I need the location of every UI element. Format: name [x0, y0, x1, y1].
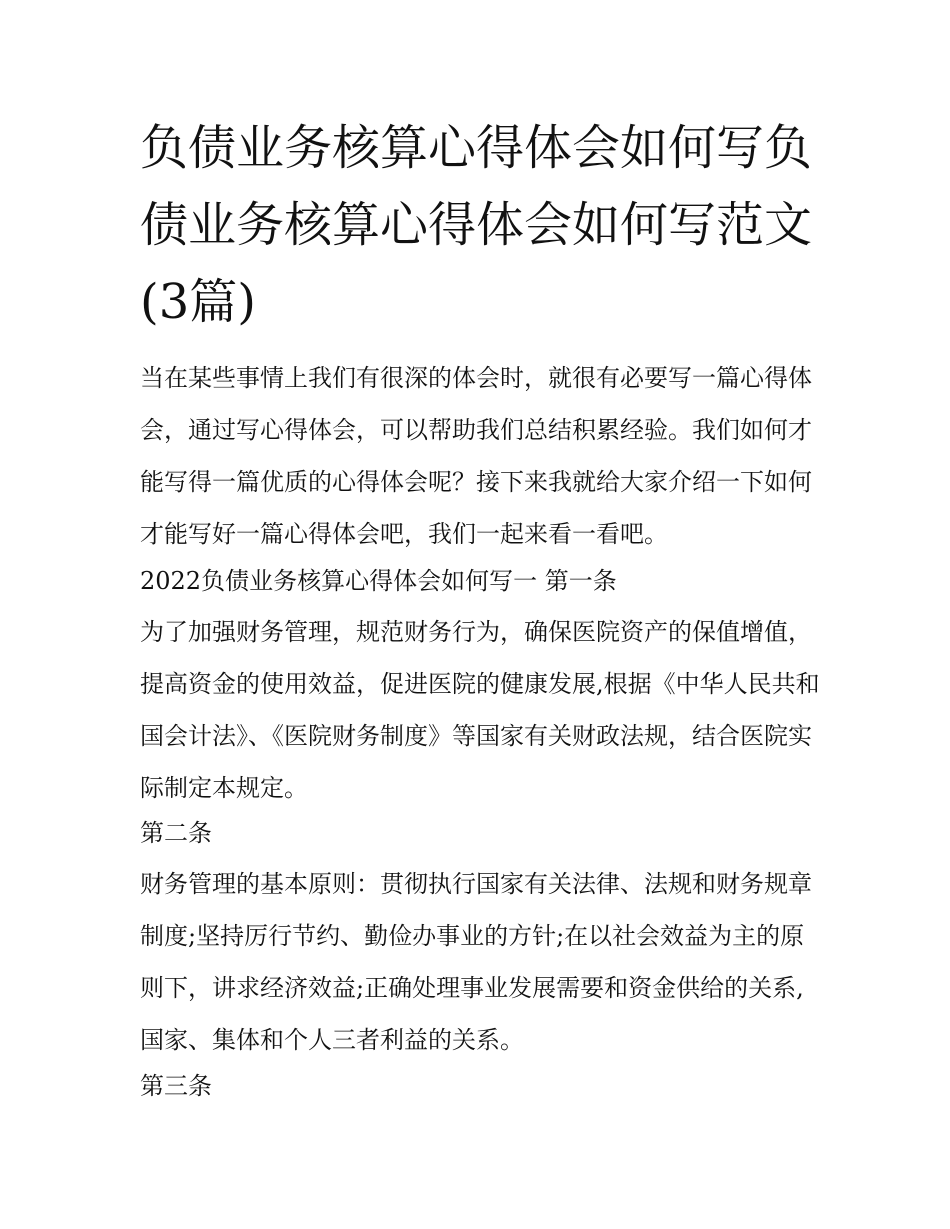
section-heading: 2022负债业务核算心得体会如何写一 第一条 — [140, 567, 617, 595]
article-2-heading: 第二条 — [140, 819, 212, 847]
article-2-paragraph: 财务管理的基本原则：贯彻执行国家有关法律、法规和财务规章制度;坚持厉行节约、勤俭办事业的方针;在以社会效益为主的原则下，讲求经济效益;正确处理事业发展需要和资金供给的关系,国家、集体和个人三者利益的关系。 — [140, 870, 812, 1054]
article-3-heading: 第三条 — [140, 1072, 212, 1100]
intro-paragraph: 当在某些事情上我们有很深的体会时，就很有必要写一篇心得体会，通过写心得体会，可以帮助我们总结积累经验。我们如何才能写得一篇优质的心得体会呢？接下来我就给大家介绍一下如何才能写好一篇心得体会吧，我们一起来看一看吧。 — [140, 364, 812, 548]
document-title: 负债业务核算心得体会如何写负债业务核算心得体会如何写范文(3篇) — [140, 120, 813, 330]
article-1-paragraph: 为了加强财务管理，规范财务行为，确保医院资产的保值增值，提高资金的使用效益，促进医院的健康发展,根据《中华人民共和国会计法》、《医院财务制度》等国家有关财政法规，结合医院实际制定本规定。 — [140, 618, 820, 802]
